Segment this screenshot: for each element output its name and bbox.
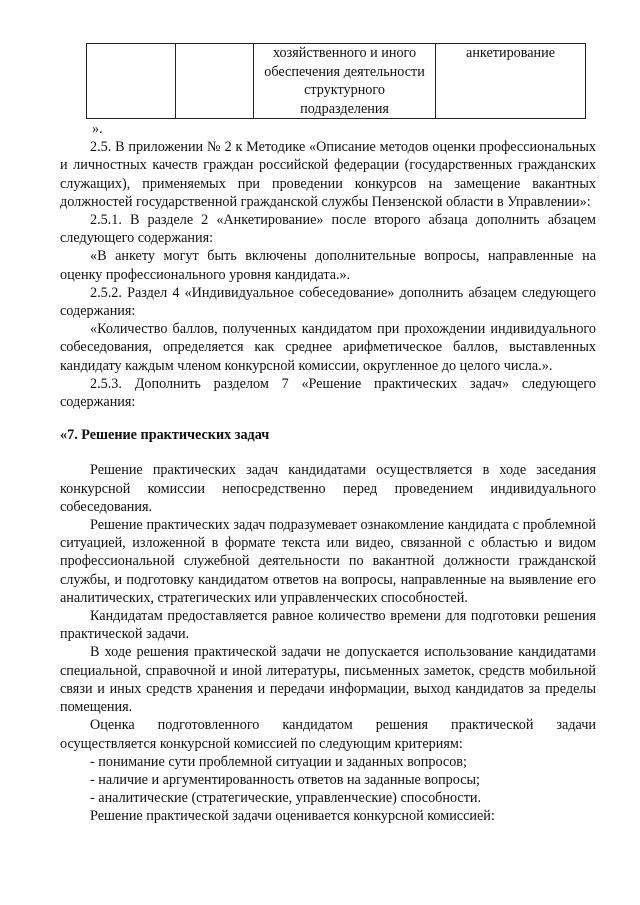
- paragraph-section-7-essence: Решение практических задач подразумевает ознакомление кандидата с проблемной ситуацией, изложенной в формате текста или видео, связанной с областью и видом профессиональной служебной деятельности по вакантной должности гражданской службы, и подготовку кандидатом ответов на вопросы, направленные на выявление его аналитических, стратегических или управленческих способностей.: [60, 517, 596, 606]
- table-row: [87, 44, 586, 119]
- list-item: - понимание сути проблемной ситуации и заданных вопросов;: [90, 753, 467, 770]
- paragraph-2-5: 2.5. В приложении № 2 к Методике «Описание методов оценки профессиональных и личностных качеств граждан российской федерации (государственных гражданских служащих), применяемых при проведении конкурсов на замещение вакантных должностей государственной гражданской службы Пензенской области в Управлении»:: [60, 139, 596, 210]
- closing-quote: ».: [92, 121, 103, 137]
- list-item: - аналитические (стратегические, управленческие) способности.: [90, 790, 482, 807]
- paragraph-section-7-criteria: Оценка подготовленного кандидатом решения практической задачи осуществляется конкурсной комиссией по следующим критериям:: [60, 717, 596, 752]
- table-cell: [87, 44, 176, 119]
- table-cell-method: анкетирование: [436, 44, 586, 119]
- table-cell: [175, 44, 253, 119]
- paragraph-section-7-time: Кандидатам предоставляется равное количество времени для подготовки решения практической задачи.: [60, 608, 596, 643]
- paragraph-quote-interview: «Количество баллов, полученных кандидатом при прохождении индивидуального собеседования, определяется как среднее арифметическое баллов, выставленных кандидату каждым членом конкурсной комиссии, округленное до целого числа.».: [60, 321, 596, 374]
- paragraph-section-7-intro: Решение практических задач кандидатами осуществляется в ходе заседания конкурсной комиссии непосредственно перед проведением индивидуального собеседования.: [60, 462, 596, 515]
- document-body: [60, 120, 596, 826]
- table-cell-support: [254, 44, 436, 119]
- table-cell-line: подразделения: [300, 100, 389, 117]
- paragraph-section-7-restrictions: В ходе решения практической задачи не допускается использование кандидатами специальной, справочной и иной литературы, письменных заметок, средств мобильной связи и иных средств хранения и передачи информации, выход кандидатов за пределы помещения.: [60, 644, 596, 716]
- table-cell-line: структурного: [304, 82, 385, 98]
- table-cell-line: обеспечения деятельности: [264, 63, 425, 80]
- section-heading: «7. Решение практических задач: [60, 427, 270, 444]
- list-item: - наличие и аргументированность ответов на заданные вопросы;: [90, 771, 480, 788]
- paragraph-2-5-2: 2.5.2. Раздел 4 «Индивидуальное собеседование» дополнить абзацем следующего содержания:: [60, 284, 596, 320]
- table-cell-line: хозяйственного и иного: [272, 45, 417, 61]
- paragraph-2-5-1: 2.5.1. В разделе 2 «Анкетирование» после второго абзаца дополнить абзацем следующего содержания:: [60, 212, 596, 247]
- criteria-table-fragment: [86, 43, 586, 119]
- paragraph-2-5-3: 2.5.3. Дополнить разделом 7 «Решение практических задач» следующего содержания:: [60, 375, 596, 411]
- paragraph-section-7-evaluation: Решение практической задачи оценивается конкурсной комиссией:: [90, 808, 495, 825]
- paragraph-quote-questionnaire: «В анкету могут быть включены дополнительные вопросы, направленные на оценку профессионального уровня кандидата.».: [60, 248, 596, 283]
